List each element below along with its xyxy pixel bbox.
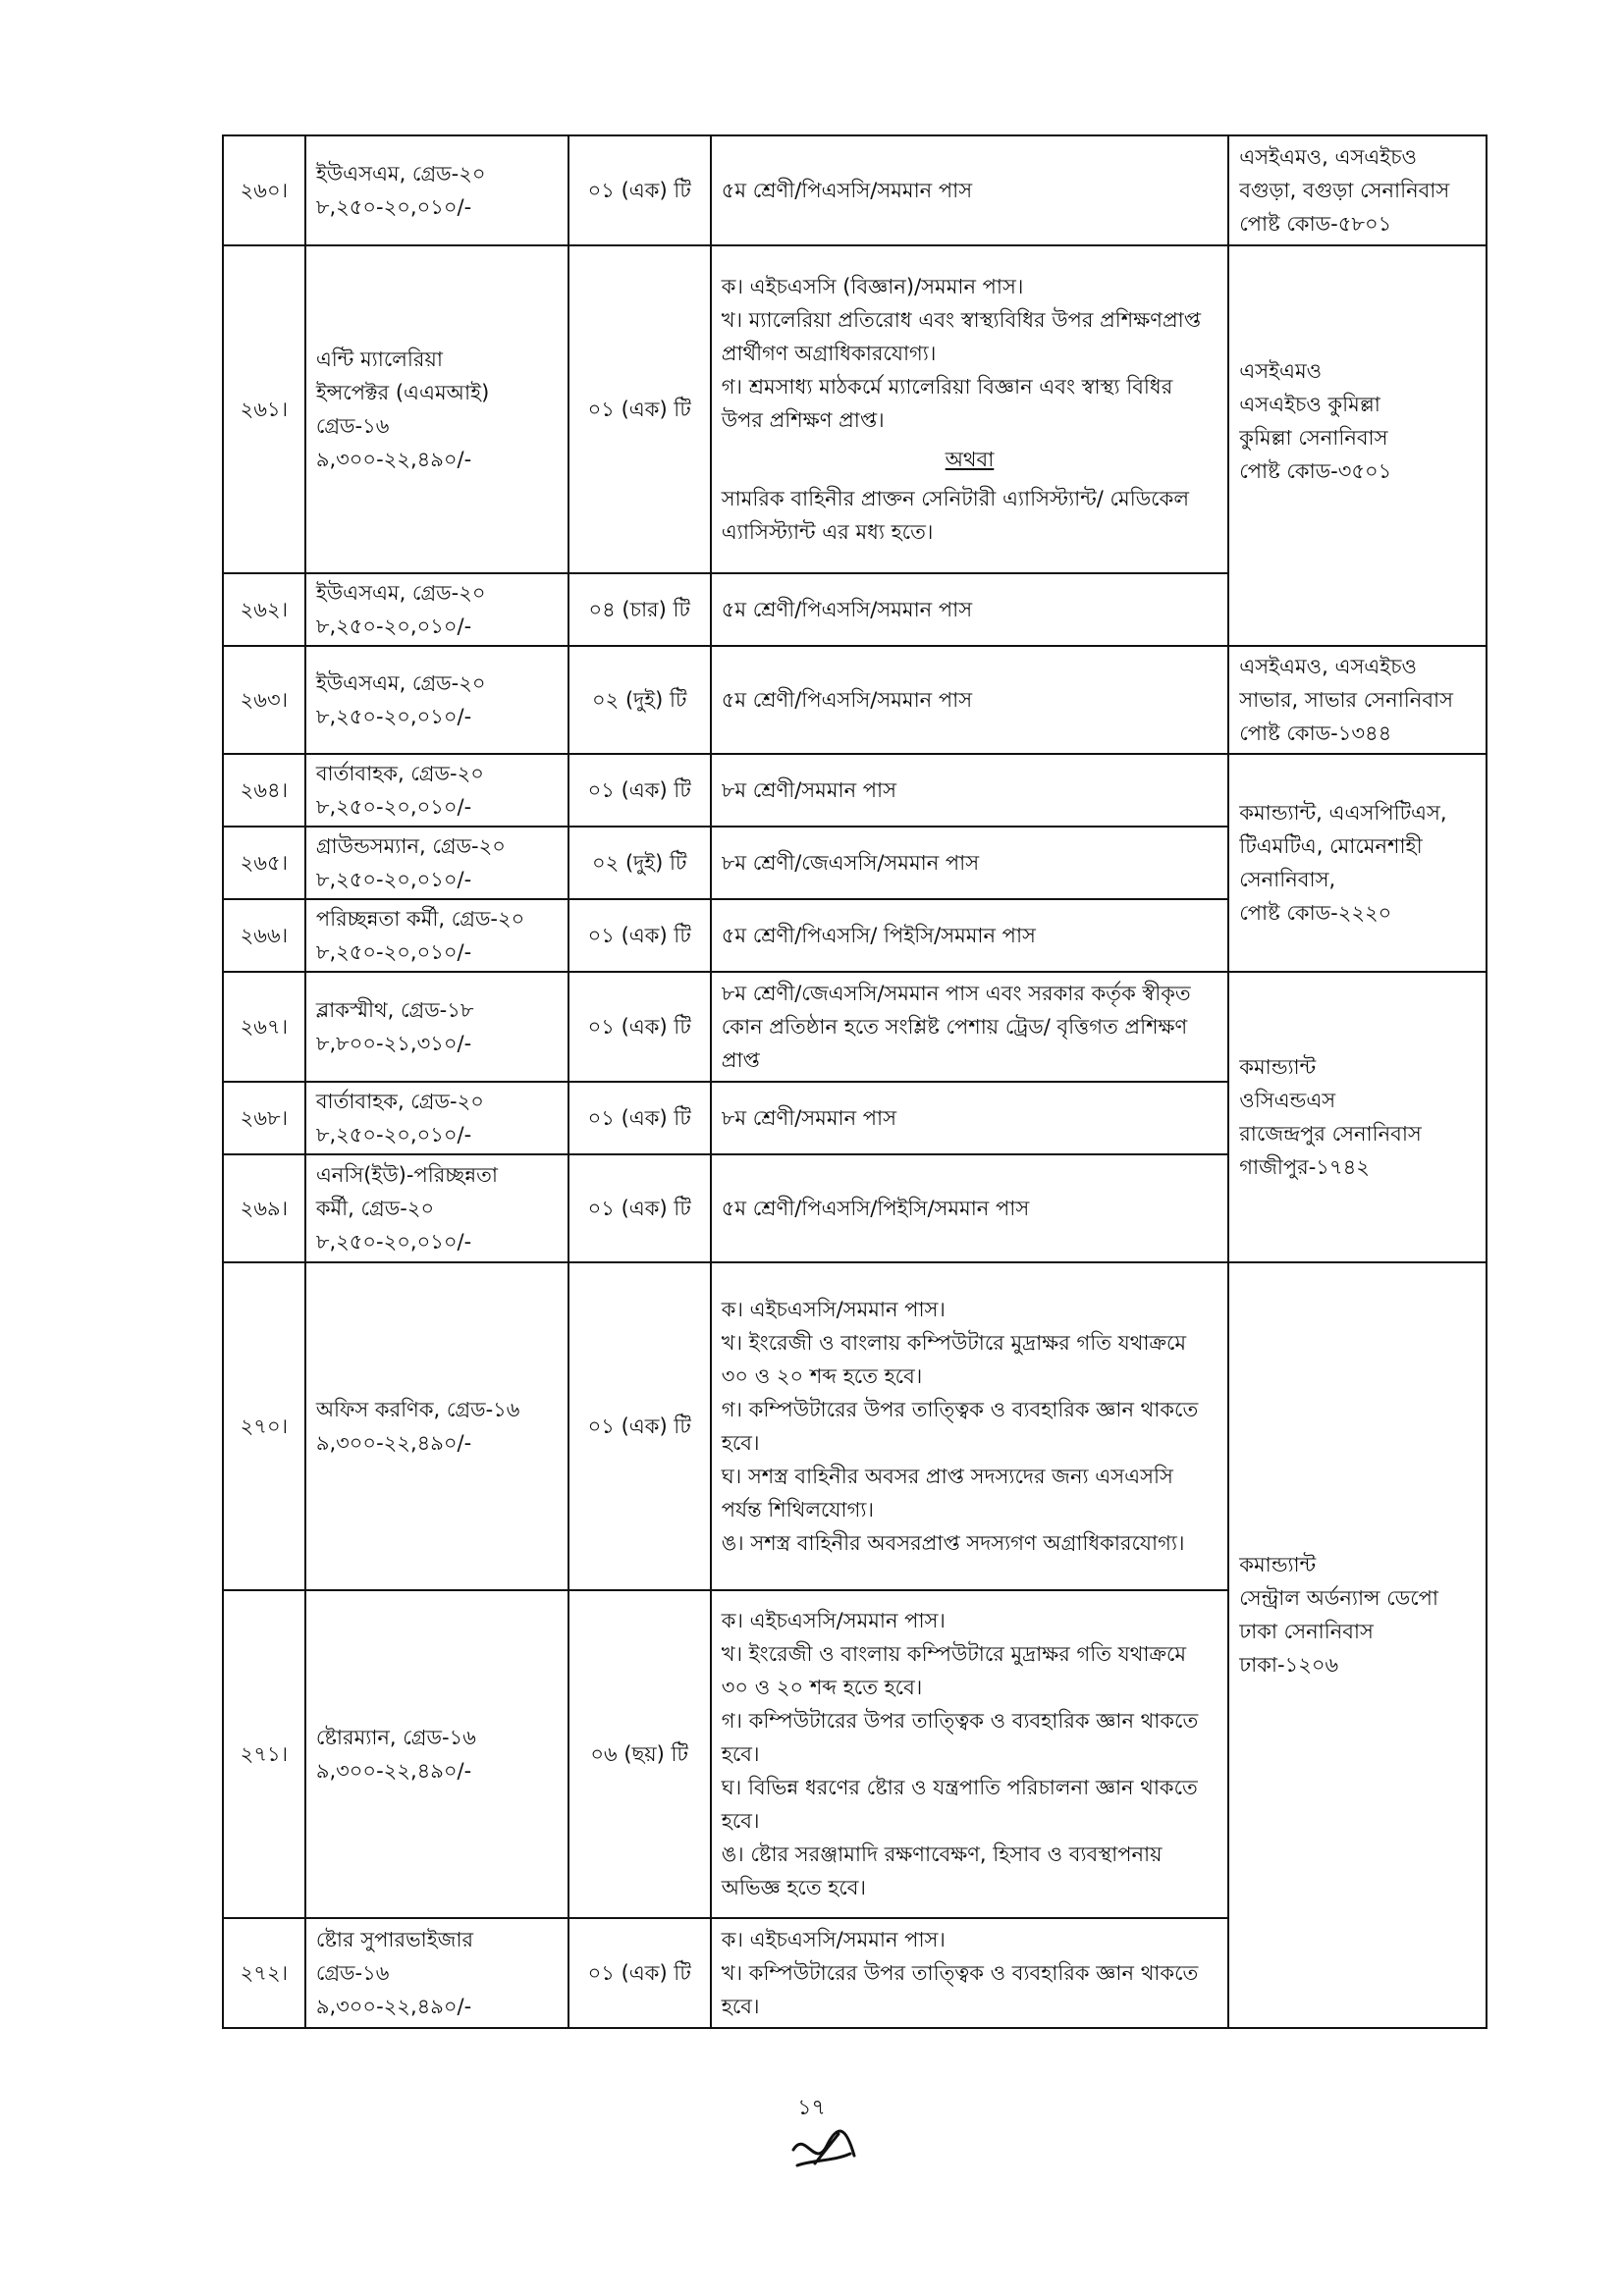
post-cell: ইউএসএম, গ্রেড-২০ ৮,২৫০-২০,০১০/-	[305, 135, 568, 245]
vacancy-table	[222, 134, 1488, 2029]
qualification-cell: ৮ম শ্রেণী/জেএসসি/সমমান পাস এবং সরকার কর্তৃক স্বীকৃত কোন প্রতিষ্ঠান হতে সংশ্লিষ্ট পেশায় ট্রেড/ বৃত্তিগত প্রশিক্ষণ প্রাপ্ত	[711, 972, 1228, 1082]
serial-cell: ২৬৩।	[223, 646, 305, 754]
serial-cell: ২৭০।	[223, 1262, 305, 1590]
signature-mark	[785, 2120, 864, 2179]
office-cell: এসইএমও, এসএইচও বগুড়া, বগুড়া সেনানিবাস পোষ্ট কোড-৫৮০১	[1228, 135, 1487, 245]
serial-cell: ২৬৫।	[223, 827, 305, 899]
post-cell: গ্রাউন্ডসম্যান, গ্রেড-২০ ৮,২৫০-২০,০১০/-	[305, 827, 568, 899]
table-row	[223, 646, 1487, 754]
table-row	[223, 754, 1487, 827]
post-cell: ব্লাকস্মীথ, গ্রেড-১৮ ৮,৮০০-২১,৩১০/-	[305, 972, 568, 1082]
qualification-cell: ৫ম শ্রেণী/পিএসসি/সমমান পাস	[711, 135, 1228, 245]
qualification-cell: ক। এইচএসসি/সমমান পাস। খ। ইংরেজী ও বাংলায় কম্পিউটারে মুদ্রাক্ষর গতি যথাক্রমে ৩০ ও ২০ শব্দ হতে হবে। গ। কম্পিউটারের উপর তাত্ত্বিক ও ব্যবহারিক জ্ঞান থাকতে হবে। ঘ। বিভিন্ন ধরণের ষ্টোর ও যন্ত্রপাতি পরিচালনা জ্ঞান থাকতে হবে। ঙ। ষ্টোর সরঞ্জামাদি রক্ষণাবেক্ষণ, হিসাব ও ব্যবস্থাপনায় অভিজ্ঞ হতে হবে।	[711, 1590, 1228, 1918]
table-row	[223, 1262, 1487, 1590]
qualification-cell: ৮ম শ্রেণী/জেএসসি/সমমান পাস	[711, 827, 1228, 899]
serial-cell: ২৭১।	[223, 1590, 305, 1918]
post-cell: বার্তাবাহক, গ্রেড-২০ ৮,২৫০-২০,০১০/-	[305, 1082, 568, 1154]
serial-cell: ২৬৮।	[223, 1082, 305, 1154]
office-cell: কমান্ড্যান্ট ওসিএন্ডএস রাজেন্দ্রপুর সেনানিবাস গাজীপুর-১৭৪২	[1228, 972, 1487, 1262]
quantity-cell: ০১ (এক) টি	[568, 1082, 711, 1154]
table-row	[223, 245, 1487, 573]
qualification-cell: ৫ম শ্রেণী/পিএসসি/সমমান পাস	[711, 646, 1228, 754]
post-cell: ইউএসএম, গ্রেড-২০ ৮,২৫০-২০,০১০/-	[305, 646, 568, 754]
table-row	[223, 135, 1487, 245]
office-cell: কমান্ড্যান্ট সেন্ট্রাল অর্ডন্যান্স ডেপো ঢাকা সেনানিবাস ঢাকা-১২০৬	[1228, 1262, 1487, 2028]
serial-cell: ২৬৯।	[223, 1154, 305, 1262]
office-cell: কমান্ড্যান্ট, এএসপিটিএস, টিএমটিএ, মোমেনশাহী সেনানিবাস, পোষ্ট কোড-২২২০	[1228, 754, 1487, 972]
quantity-cell: ০২ (দুই) টি	[568, 827, 711, 899]
post-cell: বার্তাবাহক, গ্রেড-২০ ৮,২৫০-২০,০১০/-	[305, 754, 568, 827]
quantity-cell: ০১ (এক) টি	[568, 135, 711, 245]
post-cell: পরিচ্ছন্নতা কর্মী, গ্রেড-২০ ৮,২৫০-২০,০১০/-	[305, 899, 568, 972]
serial-cell: ২৬০।	[223, 135, 305, 245]
office-cell: এসইএমও, এসএইচও সাভার, সাভার সেনানিবাস পোষ্ট কোড-১৩৪৪	[1228, 646, 1487, 754]
quantity-cell: ০১ (এক) টি	[568, 1154, 711, 1262]
quantity-cell: ০১ (এক) টি	[568, 899, 711, 972]
office-cell: এসইএমও এসএইচও কুমিল্লা কুমিল্লা সেনানিবাস পোষ্ট কোড-৩৫০১	[1228, 245, 1487, 646]
post-cell: ইউএসএম, গ্রেড-২০ ৮,২৫০-২০,০১০/-	[305, 573, 568, 646]
qualification-cell: ৫ম শ্রেণী/পিএসসি/পিইসি/সমমান পাস	[711, 1154, 1228, 1262]
serial-cell: ২৬২।	[223, 573, 305, 646]
qualification-cell: ক। এইচএসসি/সমমান পাস। খ। ইংরেজী ও বাংলায় কম্পিউটারে মুদ্রাক্ষর গতি যথাক্রমে ৩০ ও ২০ শব্দ হতে হবে। গ। কম্পিউটারের উপর তাত্ত্বিক ও ব্যবহারিক জ্ঞান থাকতে হবে। ঘ। সশস্ত্র বাহিনীর অবসর প্রাপ্ত সদস্যদের জন্য এসএসসি পর্যন্ত শিথিলযোগ্য। ঙ। সশস্ত্র বাহিনীর অবসরপ্রাপ্ত সদস্যগণ অগ্রাধিকারযোগ্য।	[711, 1262, 1228, 1590]
qualification-cell: ৫ম শ্রেণী/পিএসসি/সমমান পাস	[711, 573, 1228, 646]
quantity-cell: ০২ (দুই) টি	[568, 646, 711, 754]
quantity-cell: ০১ (এক) টি	[568, 972, 711, 1082]
quantity-cell: ০১ (এক) টি	[568, 754, 711, 827]
qualification-cell: ৫ম শ্রেণী/পিএসসি/ পিইসি/সমমান পাস	[711, 899, 1228, 972]
post-cell: ষ্টোর সুপারভাইজার গ্রেড-১৬ ৯,৩০০-২২,৪৯০/-	[305, 1918, 568, 2028]
post-cell: এনসি(ইউ)-পরিচ্ছন্নতা কর্মী, গ্রেড-২০ ৮,২৫০-২০,০১০/-	[305, 1154, 568, 1262]
quantity-cell: ০১ (এক) টি	[568, 245, 711, 573]
quantity-cell: ০১ (এক) টি	[568, 1918, 711, 2028]
post-cell: ষ্টোরম্যান, গ্রেড-১৬ ৯,৩০০-২২,৪৯০/-	[305, 1590, 568, 1918]
serial-cell: ২৬৭।	[223, 972, 305, 1082]
serial-cell: ২৭২।	[223, 1918, 305, 2028]
post-cell: অফিস করণিক, গ্রেড-১৬ ৯,৩০০-২২,৪৯০/-	[305, 1262, 568, 1590]
quantity-cell: ০৬ (ছয়) টি	[568, 1590, 711, 1918]
serial-cell: ২৬১।	[223, 245, 305, 573]
qualification-cell: ক। এইচএসসি/সমমান পাস। খ। কম্পিউটারের উপর তাত্ত্বিক ও ব্যবহারিক জ্ঞান থাকতে হবে।	[711, 1918, 1228, 2028]
serial-cell: ২৬৬।	[223, 899, 305, 972]
post-cell: এন্টি ম্যালেরিয়া ইন্সপেক্টর (এএমআই) গ্রেড-১৬ ৯,৩০০-২২,৪৯০/-	[305, 245, 568, 573]
page-number: ১৭	[797, 2096, 826, 2120]
serial-cell: ২৬৪।	[223, 754, 305, 827]
qualification-cell: ৮ম শ্রেণী/সমমান পাস	[711, 1082, 1228, 1154]
quantity-cell: ০১ (এক) টি	[568, 1262, 711, 1590]
quantity-cell: ০৪ (চার) টি	[568, 573, 711, 646]
qualification-cell: ক। এইচএসসি (বিজ্ঞান)/সমমান পাস। খ। ম্যালেরিয়া প্রতিরোধ এবং স্বাস্থ্যবিধির উপর প্রশিক্ষণপ্রাপ্ত প্রার্থীগণ অগ্রাধিকারযোগ্য। গ। শ্রমসাধ্য মাঠকর্মে ম্যালেরিয়া বিজ্ঞান এবং স্বাস্থ্য বিধির উপর প্রশিক্ষণ প্রাপ্ত। অথবা সামরিক বাহিনীর প্রাক্তন সেনিটারী এ্যাসিস্ট্যান্ট/ মেডিকেল এ্যাসিস্ট্যান্ট এর মধ্য হতে।	[711, 245, 1228, 573]
qualification-cell: ৮ম শ্রেণী/সমমান পাস	[711, 754, 1228, 827]
table-row	[223, 972, 1487, 1082]
